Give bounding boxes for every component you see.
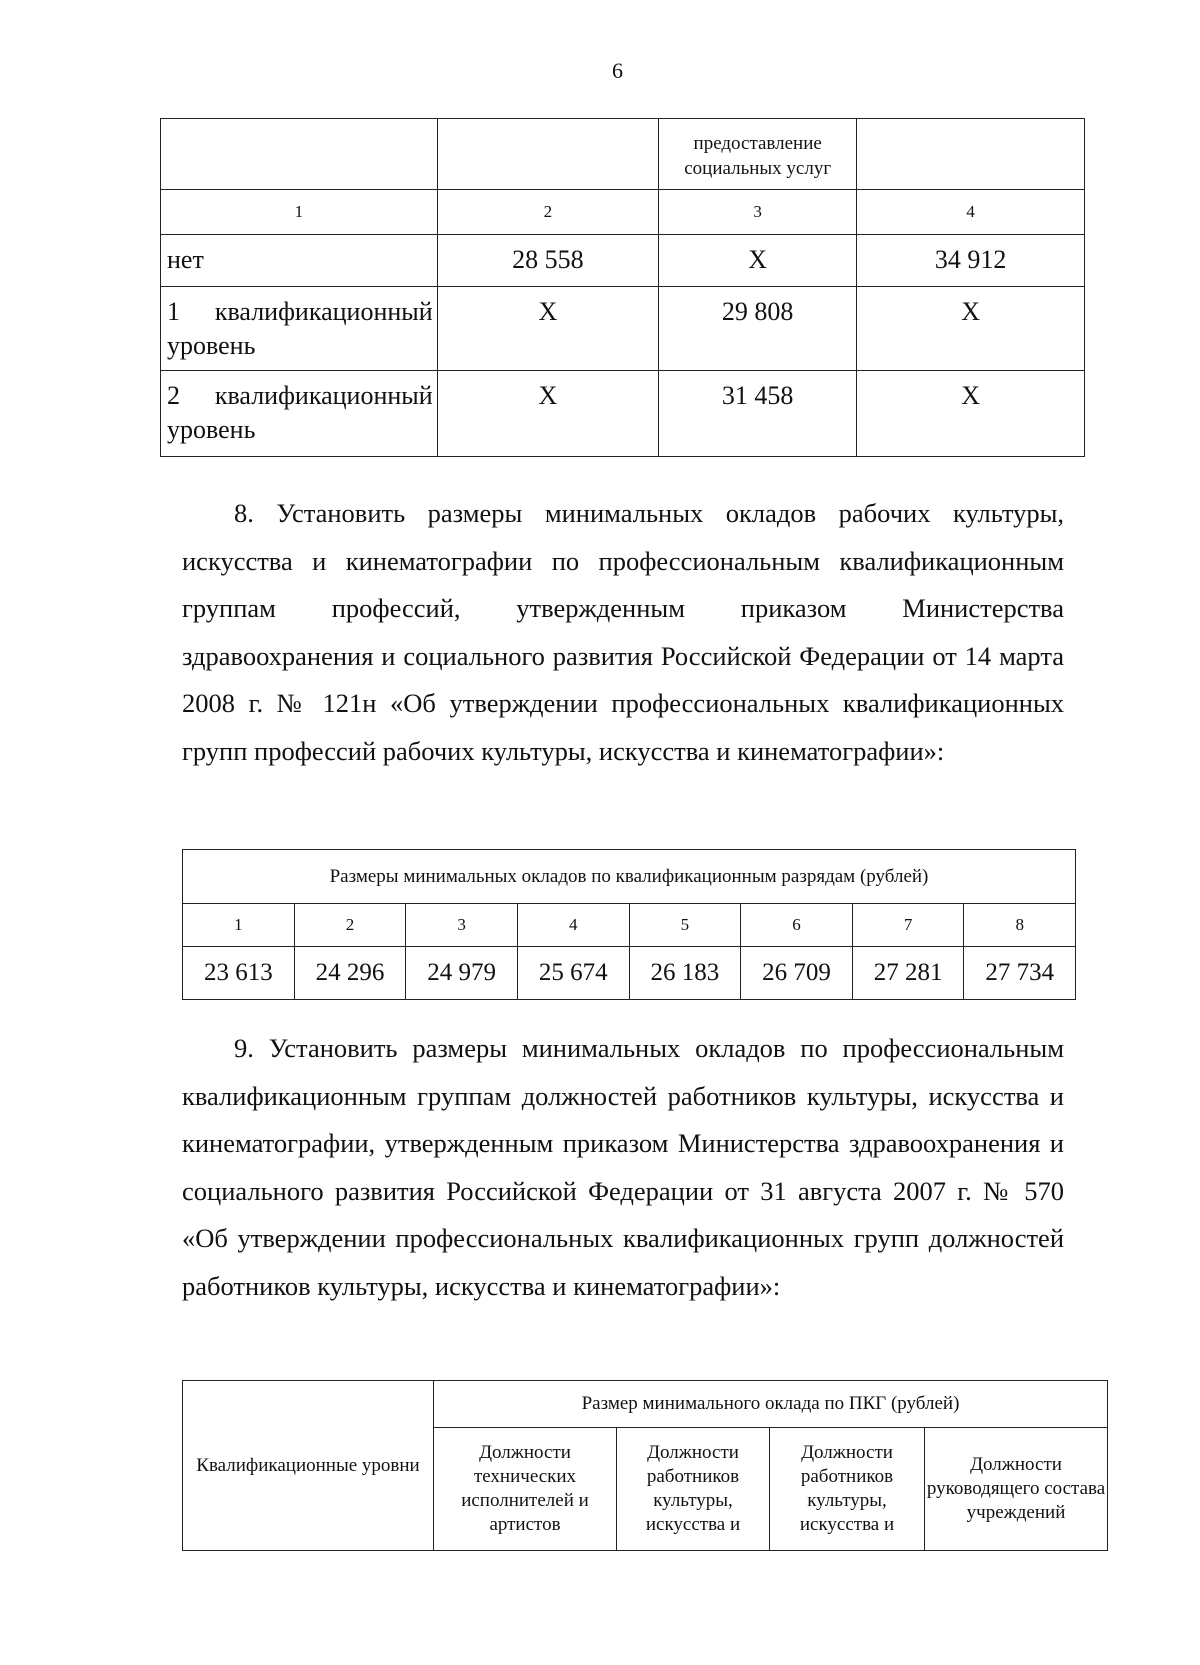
grade-number: 2 <box>294 904 406 947</box>
table-cell: X <box>857 287 1085 371</box>
table-worker-grade-salaries <box>182 849 1076 1000</box>
table-row <box>161 287 1085 371</box>
grade-number: 8 <box>964 904 1076 947</box>
salary-value: 26 709 <box>741 947 853 1000</box>
salary-value: 25 674 <box>517 947 629 1000</box>
table-cell: X <box>857 371 1085 457</box>
salary-value: 24 979 <box>406 947 518 1000</box>
table-cell: X <box>659 235 857 287</box>
header-cell-empty <box>437 119 658 190</box>
table-header-row <box>183 1381 1108 1428</box>
header-cell-empty <box>857 119 1085 190</box>
table-culture-position-salaries <box>182 1380 1108 1551</box>
table-header-row <box>161 119 1085 190</box>
salary-value: 27 734 <box>964 947 1076 1000</box>
grade-number-row <box>183 904 1076 947</box>
row-label-line1: 1 квалификационный <box>167 297 433 326</box>
min-salary-header: Размер минимального оклада по ПКГ (рублей) <box>434 1381 1108 1428</box>
table-salary-social-services <box>160 118 1085 457</box>
table-row <box>161 235 1085 287</box>
paragraph-8: 8. Установить размеры минимальных окладов рабочих культуры, искусства и кинематографии по профессиональным квалификационным группам профессий, утвержденным приказом Министерства здравоохранения и социального развития Российской Федерации от 14 марта 2008 г. № 121н «Об утверждении профессиональных квалификационных групп профессий рабочих культуры, искусства и кинематографии»: <box>182 498 1064 766</box>
grade-number: 1 <box>183 904 295 947</box>
column-number: 2 <box>437 190 658 235</box>
grade-number: 7 <box>852 904 964 947</box>
table-cell: 34 912 <box>857 235 1085 287</box>
position-group-header: Должности руководящего состава учреждений <box>925 1428 1108 1551</box>
row-label-text: нет <box>167 245 204 274</box>
paragraph-9: 9. Установить размеры минимальных окладов по профессиональным квалификационным группам должностей работников культуры, искусства и кинематографии, утвержденным приказом Министерства здравоохранения и социального развития Российской Федерации от 31 августа 2007 г. № 570 «Об утверждении профессиональных квалификационных групп должностей работников культуры, искусства и кинематографии»: <box>182 1033 1064 1301</box>
grade-number: 4 <box>517 904 629 947</box>
column-number: 1 <box>161 190 438 235</box>
row-label <box>161 287 438 371</box>
table-header-row <box>183 850 1076 904</box>
column-number: 3 <box>659 190 857 235</box>
position-group-header: Должности работников культуры, искусства и <box>617 1428 770 1551</box>
grade-number: 3 <box>406 904 518 947</box>
salary-value-row <box>183 947 1076 1000</box>
grade-number: 5 <box>629 904 741 947</box>
grade-number: 6 <box>741 904 853 947</box>
qualification-levels-header: Квалификационные уровни <box>183 1381 434 1551</box>
row-label <box>161 235 438 287</box>
page-number: 6 <box>612 58 623 83</box>
salary-value: 23 613 <box>183 947 295 1000</box>
column-number-row <box>161 190 1085 235</box>
position-group-header: Должности технических исполнителей и артистов <box>434 1428 617 1551</box>
row-label-line2: уровень <box>167 415 256 444</box>
header-cell-social-services: предоставление социальных услуг <box>659 119 857 190</box>
salary-value: 24 296 <box>294 947 406 1000</box>
table-row <box>161 371 1085 457</box>
salary-value: 27 281 <box>852 947 964 1000</box>
salary-value: 26 183 <box>629 947 741 1000</box>
table-cell: 28 558 <box>437 235 658 287</box>
table-cell: 31 458 <box>659 371 857 457</box>
table-cell: X <box>437 287 658 371</box>
column-number: 4 <box>857 190 1085 235</box>
row-label <box>161 371 438 457</box>
position-group-header: Должности работников культуры, искусства и <box>770 1428 925 1551</box>
table-cell: X <box>437 371 658 457</box>
table-header: Размеры минимальных окладов по квалификационным разрядам (рублей) <box>183 850 1076 904</box>
table-cell: 29 808 <box>659 287 857 371</box>
row-label-line2: уровень <box>167 331 256 360</box>
row-label-line1: 2 квалификационный <box>167 381 433 410</box>
header-cell-empty <box>161 119 438 190</box>
